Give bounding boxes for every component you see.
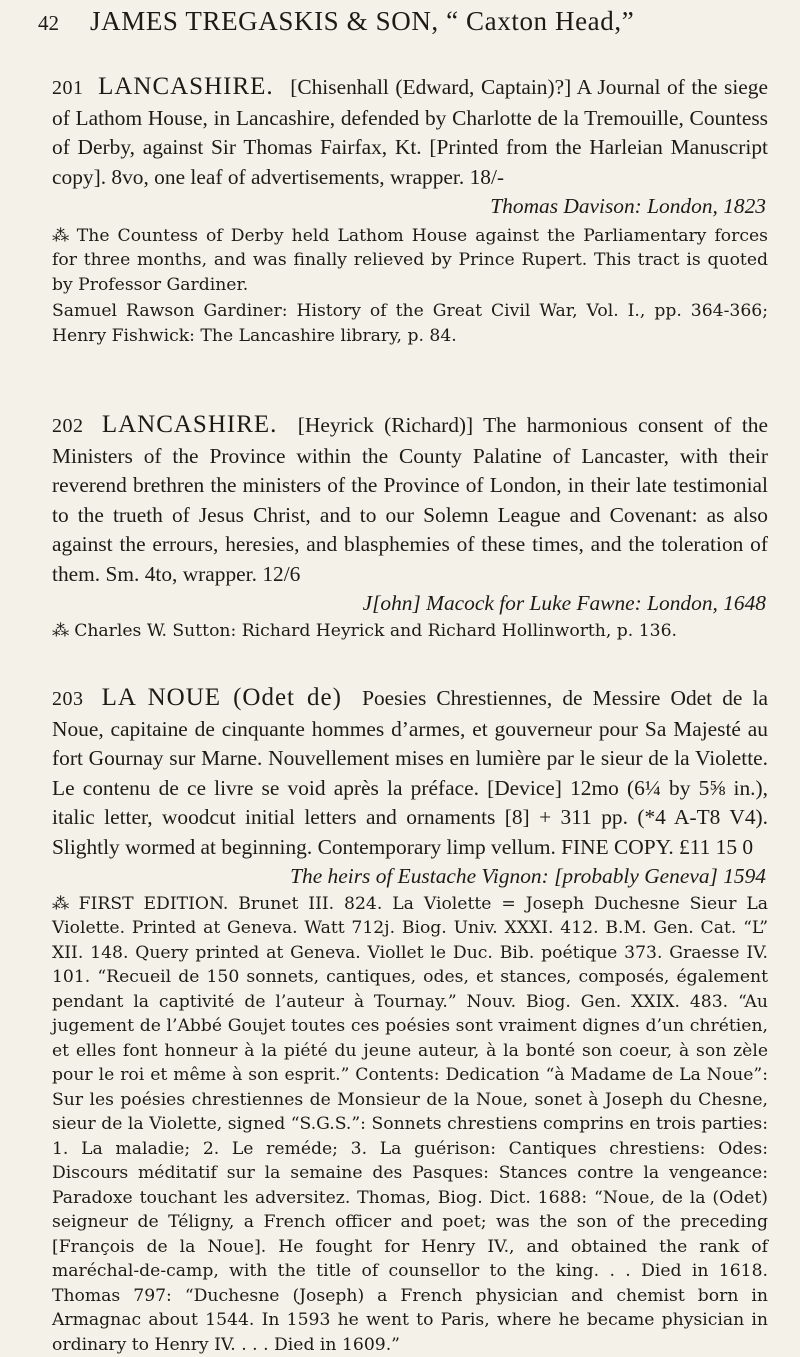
entry-description bbox=[52, 72, 768, 192]
note-text: The Countess of Derby held Lathom House against the Parliamentary forces for three months, and was finally relieved by Prince Rupert. This tract is quoted by Professor Gardiner. bbox=[52, 226, 768, 295]
entry-heading: LA NOUE (Odet de) bbox=[102, 684, 342, 711]
page-number: 42 bbox=[38, 11, 82, 36]
entry-body: Poesies Chrestiennes, de Messire Odet de la Noue, capitaine de cinquante hommes d’armes, et gouverneur pour Sa Majesté au fort Gournay sur Marne. Nouvellement mises en lumière par le sieur de la Violette. Le contenu de ce livre se void après la préface. [Device] 12mo (6¼ by 5⅝ in.), italic letter, woodcut initial letters and ornaments [8] + 311 pp. (*4 A-T8 V4). Slightly wormed at beginning. Contemporary limp vellum. FINE COPY. £11 15 0 bbox=[52, 686, 768, 859]
running-head bbox=[52, 6, 768, 64]
catalogue-page bbox=[52, 6, 768, 1357]
entry-number: 201 bbox=[52, 77, 84, 99]
entry-note bbox=[52, 619, 768, 644]
entry-reference: Samuel Rawson Gardiner: History of the Great Civil War, Vol. I., pp. 364-366; Henry Fishwick: The Lancashire library, p. 84. bbox=[52, 299, 768, 348]
entry-body: [Chisenhall (Edward, Captain)?] A Journal of the siege of Lathom House, in Lancashire, defended by Charlotte de la Tremouille, Countess of Derby, against Sir Thomas Fairfax, Kt. [Printed from the Harleian Manuscript copy]. 8vo, one leaf of advertisements, wrapper. 18/- bbox=[52, 75, 768, 189]
entry-imprint: J[ohn] Macock for Luke Fawne: London, 1648 bbox=[52, 589, 768, 619]
entry-heading: LANCASHIRE. bbox=[102, 411, 278, 438]
catalogue-entry-202 bbox=[52, 410, 768, 643]
note-marker-icon: ⁂ bbox=[52, 621, 68, 641]
note-marker-icon: ⁂ bbox=[52, 894, 73, 914]
entry-note bbox=[52, 892, 768, 1357]
note-text: FIRST EDITION. Brunet III. 824. La Violette = Joseph Duchesne Sieur La Violette. Printed at Geneva. Watt 712j. Biog. Univ. XXXI. 412. B.M. Gen. Cat. “L” XII. 148. Query printed at Geneva. Viollet le Duc. Bib. poétique 373. Graesse IV. 101. “Recueil de 150 sonnets, cantiques, odes, et stances, composés, également pendant la captivité de l’auteur à Tournay.” Nouv. Biog. Gen. XXIX. 483. “Au jugement de l’Abbé Goujet toutes ces poésies sont vraiment dignes d’un chrétien, et elles font honneur à la piété du jeune auteur, à la bonté son coeur, à son zèle pour le roi et même à son esprit.” Contents: Dedication “à Madame de La Noue”: Sur les poésies chrestiennes de Monsieur de la Noue, sonet à Joseph du Chesne, sieur de la Violette, signed “S.G.S.”: Sonnets chrestiens comprins en trois parties: 1. La maladie; 2. Le reméde; 3. La guérison: Cantiques chrestiens: Odes: Discours méditatif sur la semaine des Pasques: Stances contre la vengeance: Paradoxe touchant les adversitez. Thomas, Biog. Dict. 1688: “Noue, de la (Odet) seigneur de Téligny, a French officer and poet; was the son of the preceding [François de la Noue]. He fought for Henry IV., and obtained the rank of maréchal-de-camp, with the title of counsellor to the king. . . Died in 1618. Thomas 797: “Duchesne (Joseph) a French physician and chemist born in Armagnac about 1544. In 1593 he went to Paris, where he became physician in ordinary to Henry IV. . . . Died in 1609.” bbox=[52, 894, 768, 1355]
note-marker-icon: ⁂ bbox=[52, 226, 71, 246]
entry-heading: LANCASHIRE. bbox=[98, 73, 274, 100]
running-title: JAMES TREGASKIS & SON, “ Caxton Head,” bbox=[90, 6, 634, 37]
catalogue-entry-201 bbox=[52, 72, 768, 348]
entry-imprint: The heirs of Eustache Vignon: [probably Geneva] 1594 bbox=[52, 862, 768, 892]
entry-description bbox=[52, 683, 768, 862]
catalogue-entry-203 bbox=[52, 683, 768, 1357]
entry-body: [Heyrick (Richard)] The harmonious consent of the Ministers of the Province within the County Palatine of Lancaster, with their reverend brethren the ministers of the Province of London, in their late testimonial to the trueth of Jesus Christ, and to our Solemn League and Covenant: as also against the errours, heresies, and blasphemies of these times, and the toleration of them. Sm. 4to, wrapper. 12/6 bbox=[52, 413, 768, 586]
entry-note bbox=[52, 224, 768, 298]
entry-description bbox=[52, 410, 768, 589]
entry-number: 202 bbox=[52, 415, 84, 437]
entry-number: 203 bbox=[52, 688, 84, 710]
entry-imprint: Thomas Davison: London, 1823 bbox=[52, 192, 768, 222]
note-text: Charles W. Sutton: Richard Heyrick and Richard Hollinworth, p. 136. bbox=[74, 621, 677, 641]
